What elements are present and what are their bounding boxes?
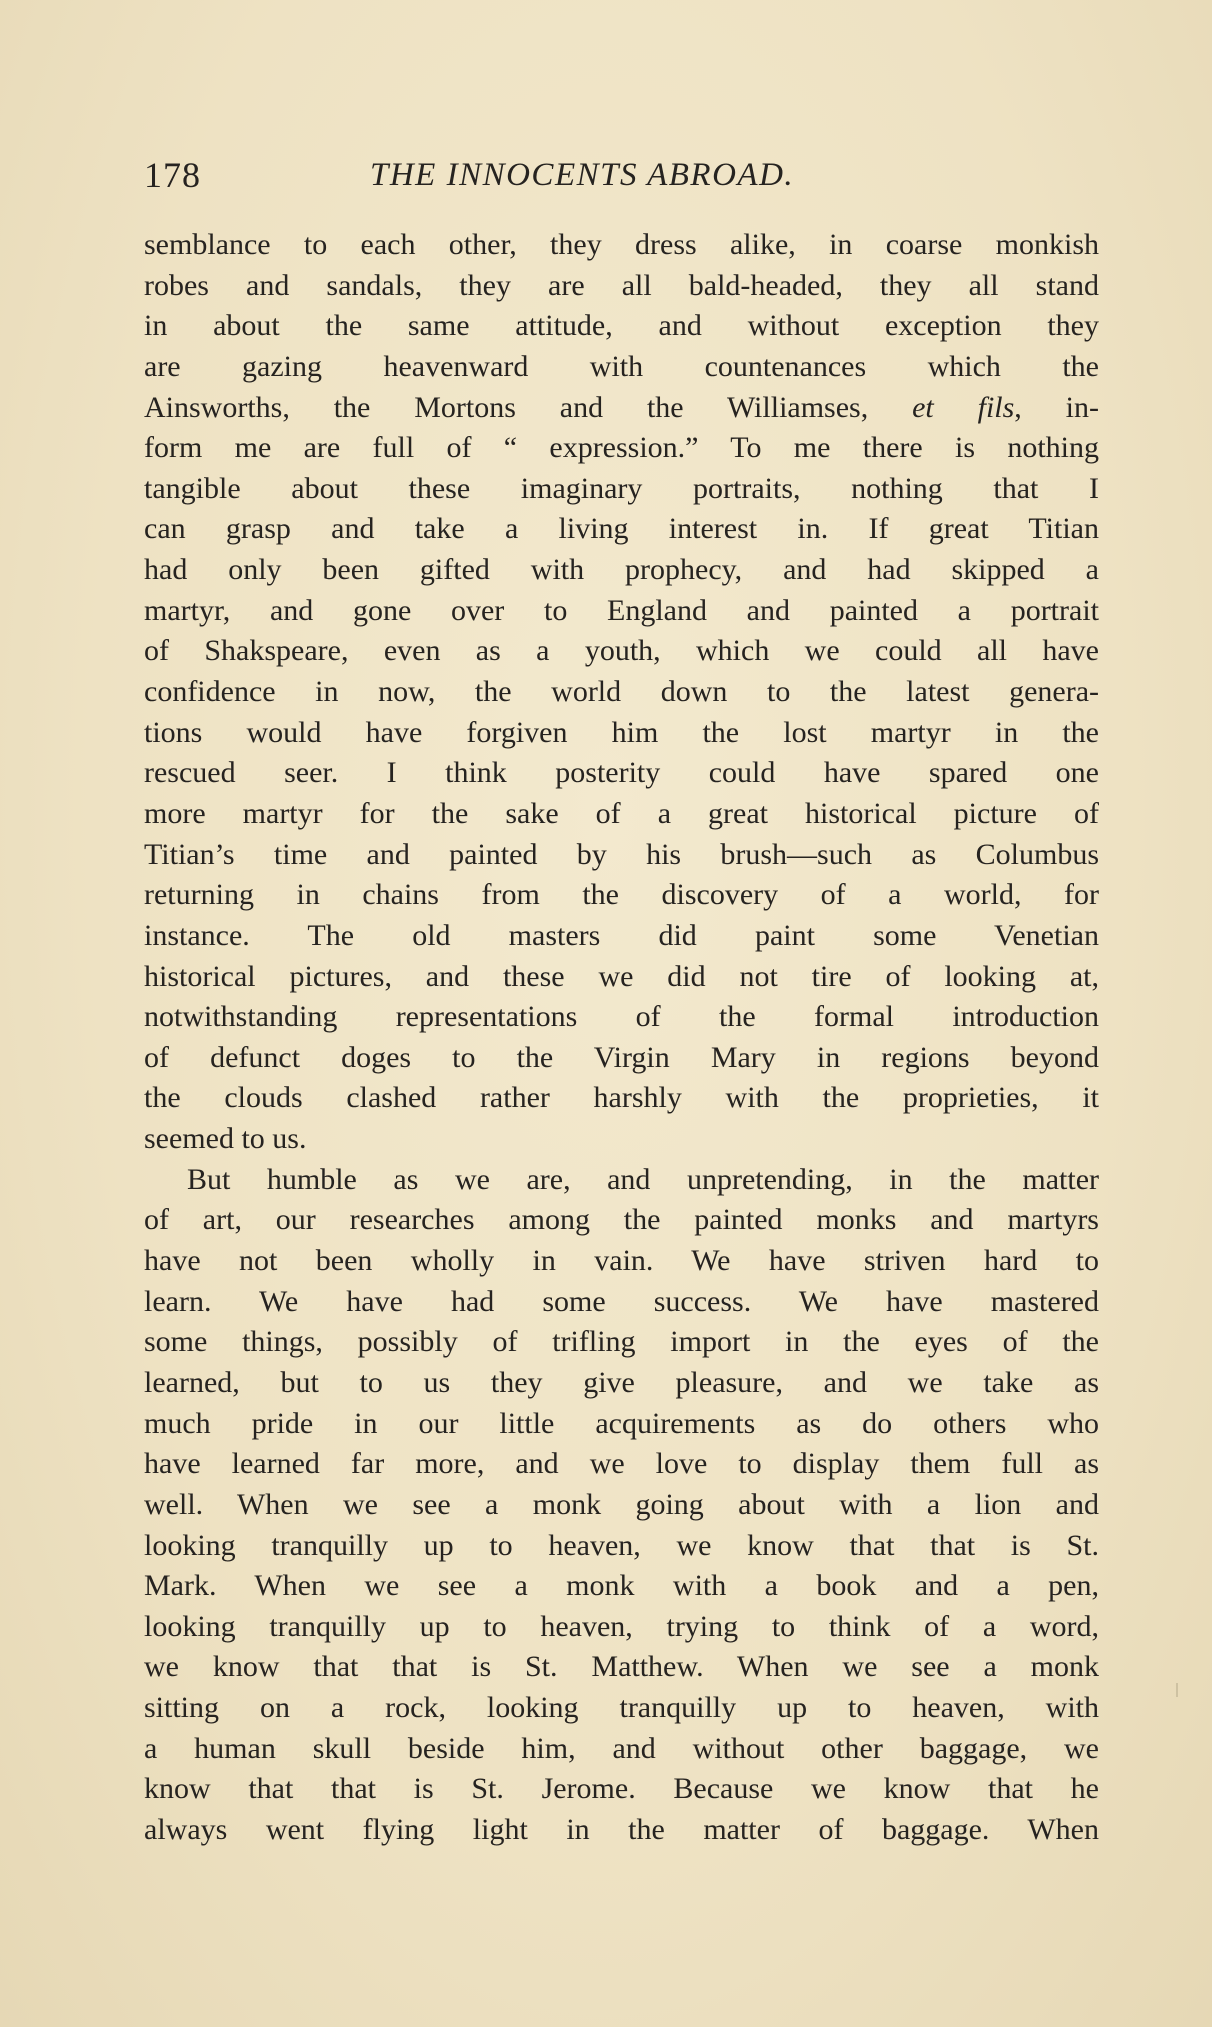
body-text [144, 225, 1099, 1851]
text-line: know that that is St. Jerome. Because we know that he [144, 1772, 1099, 1806]
text-line: sitting on a rock, looking tranquilly up to heaven, with [144, 1691, 1099, 1725]
text-line: learned, but to us they give pleasure, and we take as [144, 1365, 1099, 1399]
text-line: confidence in now, the world down to the latest genera- [144, 675, 1099, 709]
text-line: of defunct doges to the Virgin Mary in regions beyond [144, 1040, 1099, 1074]
text-line: of art, our researches among the painted monks and martyrs [144, 1203, 1099, 1237]
text-line: some things, possibly of trifling import in the eyes of the [144, 1325, 1099, 1359]
text-line: of Shakspeare, even as a youth, which we could all have [144, 634, 1099, 668]
text-line: Mark. When we see a monk with a book and a pen, [144, 1569, 1099, 1603]
text-line: semblance to each other, they dress alike, in coarse monkish [144, 228, 1099, 261]
text-line: more martyr for the sake of a great historical picture of [144, 796, 1099, 830]
text-line: in about the same attitude, and without exception they [144, 309, 1099, 343]
text-line: looking tranquilly up to heaven, trying to think of a word, [144, 1609, 1099, 1643]
text-line: are gazing heavenward with countenances which the [144, 349, 1099, 383]
text-line: Titian’s time and painted by his brush—such as Columbus [144, 837, 1099, 871]
text-line: had only been gifted with prophecy, and had skipped a [144, 553, 1099, 587]
text-line: well. When we see a monk going about with a lion and [144, 1487, 1099, 1521]
text-line: Ainsworths, the Mortons and the Williamses, et fils, in- [144, 390, 1099, 424]
page-header [144, 150, 1099, 200]
paper-mark [1176, 1683, 1178, 1697]
text-line: have learned far more, and we love to display them full as [144, 1447, 1099, 1481]
text-line: form me are full of “ expression.” To me there is nothing [144, 431, 1099, 465]
text-line: historical pictures, and these we did not tire of looking at, [144, 959, 1099, 993]
text-line: rescued seer. I think posterity could have spared one [144, 756, 1099, 790]
paragraph [144, 225, 1099, 1160]
text-line: we know that that is St. Matthew. When we see a monk [144, 1650, 1099, 1684]
text-line: tions would have forgiven him the lost martyr in the [144, 715, 1099, 749]
text-line: instance. The old masters did paint some Venetian [144, 918, 1099, 952]
text-line: tangible about these imaginary portraits, nothing that I [144, 471, 1099, 505]
text-line: can grasp and take a living interest in. If great Titian [144, 512, 1099, 546]
page-number: 178 [144, 155, 201, 195]
text-line: looking tranquilly up to heaven, we know that that is St. [144, 1528, 1099, 1562]
text-line: much pride in our little acquirements as do others who [144, 1406, 1099, 1440]
italic-phrase: et fils [912, 390, 1015, 424]
text-line: returning in chains from the discovery of a world, for [144, 878, 1099, 912]
text-line: notwithstanding representations of the formal introduction [144, 1000, 1099, 1034]
running-title: THE INNOCENTS ABROAD. [370, 157, 795, 193]
text-line: seemed to us. [144, 1122, 307, 1156]
text-line: martyr, and gone over to England and painted a portrait [144, 593, 1099, 627]
text-line: the clouds clashed rather harshly with the proprieties, it [144, 1081, 1099, 1115]
text-line: learn. We have had some success. We have mastered [144, 1284, 1099, 1318]
text-line: robes and sandals, they are all bald-headed, they all stand [144, 268, 1099, 302]
paragraph [144, 1160, 1099, 1851]
text-line: But humble as we are, and unpretending, in the matter [187, 1162, 1099, 1196]
text-line: a human skull beside him, and without other baggage, we [144, 1731, 1099, 1765]
text-line: have not been wholly in vain. We have striven hard to [144, 1244, 1099, 1278]
text-line: always went flying light in the matter of baggage. When [144, 1812, 1099, 1846]
